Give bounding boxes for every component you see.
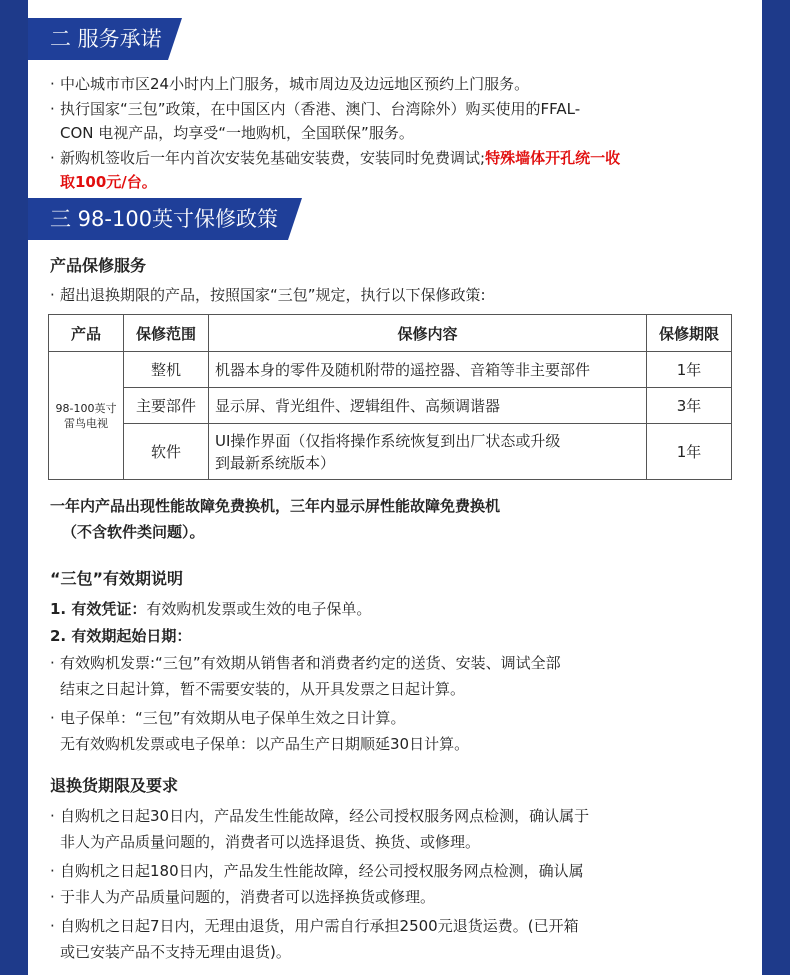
validity-bullet-1 [50,651,561,675]
service-item-3 [50,146,620,170]
returns-item-2-text: 自购机之日起180日内，产品发生性能故障，经公司授权服务网点检测，确认属 [60,862,584,880]
service-item-1-text: 中心城市市区24小时内上门服务，城市周边及边远地区预约上门服务。 [60,75,530,93]
bullet: · [50,75,55,93]
returns-item-1-cont: 非人为产品质量问题的，消费者可以选择退货、换货、或修理。 [60,833,481,851]
validity-bullet-2-cont: 无有效购机发票或电子保单：以产品生产日期顺延30日计算。 [60,735,470,753]
header-product: 产品 [49,315,124,352]
returns-item-1 [50,804,589,828]
section-title-service: 二 服务承诺 [28,18,168,60]
validity-bullet-1-cont: 结束之日起计算，暂不需要安装的，从开具发票之日起计算。 [60,680,466,698]
validity-item-1-text: 有效购机发票或生效的电子保单。 [146,600,372,618]
table-row [49,388,732,424]
returns-item-2 [50,859,584,883]
service-item-1 [50,72,529,96]
product-line-1: 98-100英寸 [55,401,117,415]
service-item-3-highlight-cont: 取100元/台。 [60,173,157,191]
service-item-2 [50,97,580,121]
bullet: · [50,917,55,935]
validity-bullet-2 [50,706,406,730]
validity-bullet-2-text: 电子保单：“三包”有效期从电子保单生效之日计算。 [60,709,406,727]
warranty-intro [50,283,486,307]
product-cell [49,352,124,480]
note-line-2: （不含软件类问题）。 [62,523,205,541]
warranty-table [48,314,732,480]
content-cell: 机器本身的零件及随机附带的遥控器、音箱等非主要部件 [209,352,647,388]
validity-item-1-label: 1. 有效凭证： [50,600,147,618]
table-header-row [49,315,732,352]
header-period: 保修期限 [647,315,732,352]
validity-item-2-label: 2. 有效期起始日期： [50,627,192,645]
service-item-3-text: 新购机签收后一年内首次安装免基础安装费，安装同时免费调试; [60,149,486,167]
note-line-1: 一年内产品出现性能故障免费换机，三年内显示屏性能故障免费换机 [50,497,501,515]
period-cell: 1年 [647,352,732,388]
bullet: · [50,654,55,672]
scope-cell: 主要部件 [124,388,209,424]
scope-cell: 整机 [124,352,209,388]
period-cell: 3年 [647,388,732,424]
returns-item-2-cont [50,885,435,909]
bullet: · [50,709,55,727]
returns-item-1-text: 自购机之日起30日内，产品发生性能故障，经公司授权服务网点检测，确认属于 [60,807,590,825]
service-item-2-text: 执行国家“三包”政策，在中国区内（香港、澳门、台湾除外）购买使用的FFAL- [60,100,581,118]
validity-title: “三包”有效期说明 [50,569,184,588]
bullet: · [50,149,55,167]
validity-bullet-1-text: 有效购机发票:“三包”有效期从销售者和消费者约定的送货、安装、调试全部 [60,654,561,672]
warranty-subtitle: 产品保修服务 [50,256,147,275]
product-line-2: 雷鸟电视 [64,416,108,430]
bullet: · [50,807,55,825]
service-item-3-highlight: 特殊墙体开孔统一收 [485,149,621,167]
content-cell: 显示屏、背光组件、逻辑组件、高频调谐器 [209,388,647,424]
content-line-2: 到最新系统版本） [215,453,336,472]
returns-item-3 [50,914,579,938]
content-panel [28,0,762,975]
table-row [49,352,732,388]
bullet: · [50,286,55,304]
header-content: 保修内容 [209,315,647,352]
returns-title: 退换货期限及要求 [50,776,179,795]
content-line-1: UI操作界面（仅指将操作系统恢复到出厂状态或升级 [215,431,561,450]
returns-item-3-text: 自购机之日起7日内，无理由退货，用户需自行承担2500元退货运费。(已开箱 [60,917,579,935]
returns-item-2-cont-text: 于非人为产品质量问题的，消费者可以选择换货或修理。 [60,888,436,906]
returns-item-3-cont: 或已安装产品不支持无理由退货)。 [60,943,291,961]
warranty-intro-text: 超出退换期限的产品，按照国家“三包”规定，执行以下保修政策: [60,286,486,304]
validity-item-1 [50,597,371,621]
bullet: · [50,862,55,880]
section-title-warranty: 三 98-100英寸保修政策 [28,198,288,240]
service-item-2-cont: CON 电视产品，均享受“一地购机，全国联保”服务。 [60,124,414,142]
bullet: · [50,100,55,118]
content-cell [209,424,647,480]
bullet: · [50,888,55,906]
scope-cell: 软件 [124,424,209,480]
header-scope: 保修范围 [124,315,209,352]
period-cell: 1年 [647,424,732,480]
table-row [49,424,732,480]
